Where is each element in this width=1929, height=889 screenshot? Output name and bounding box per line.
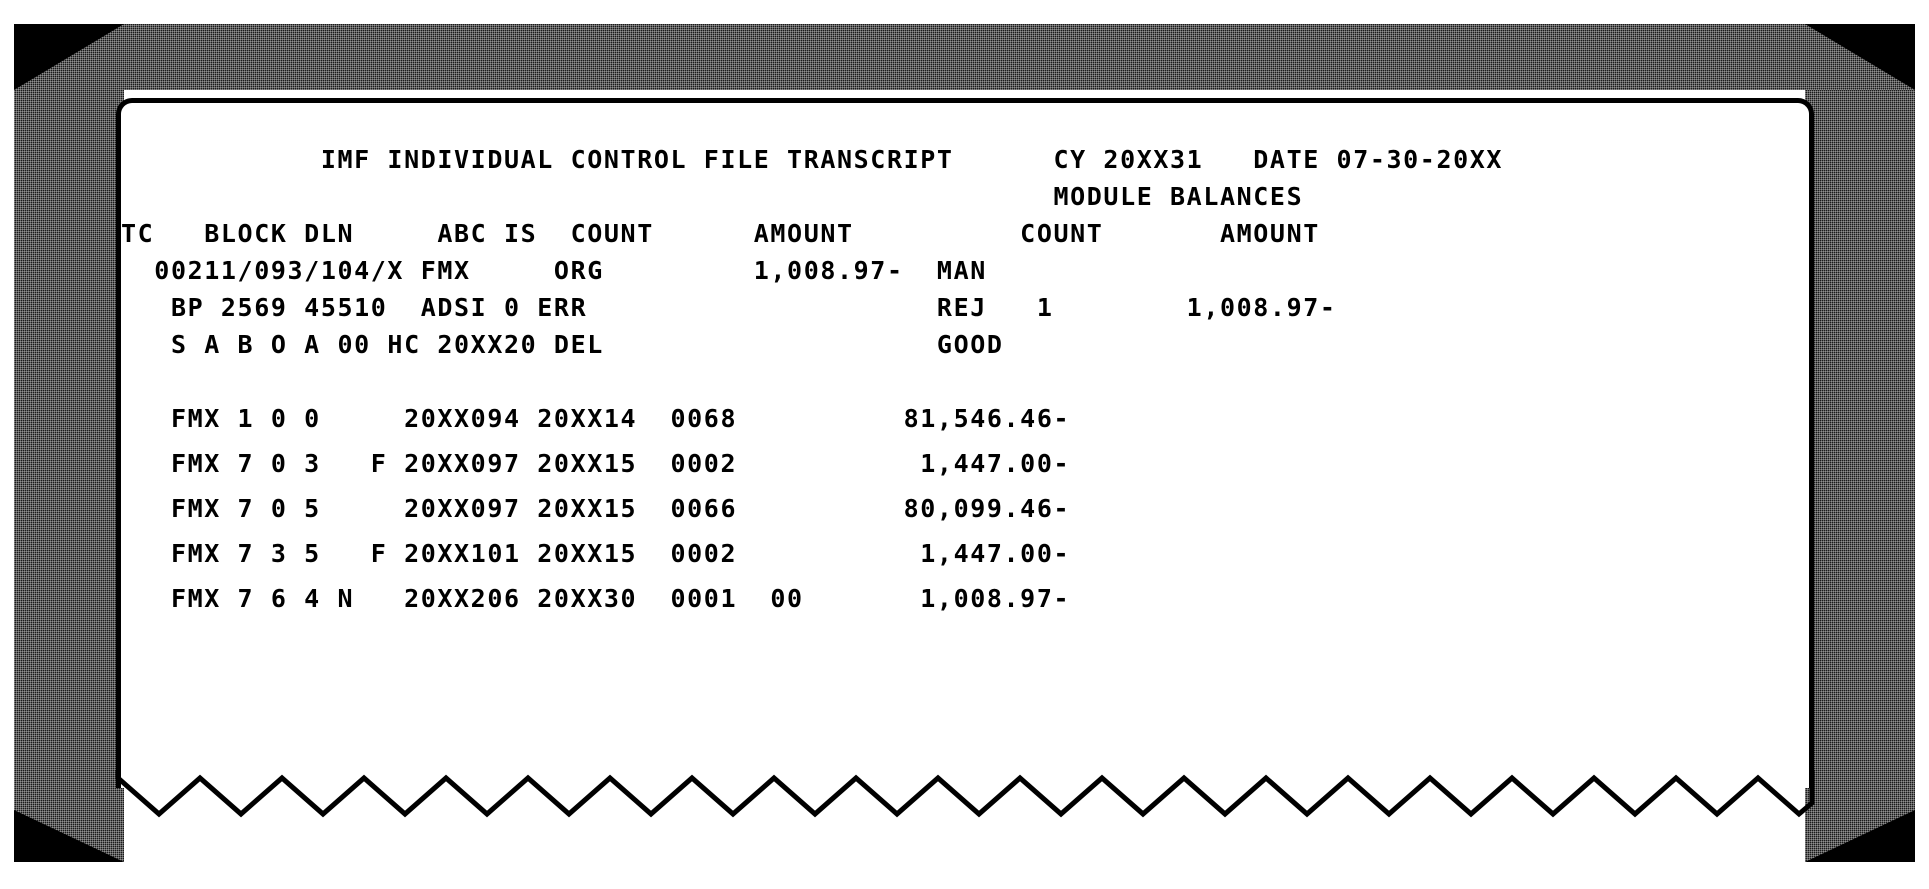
- bezel-top-rail: [14, 24, 1915, 90]
- detail-line-3: S A B O A 00 HC 20XX20 DEL GOOD: [121, 330, 1004, 359]
- column-headers-line: TC BLOCK DLN ABC IS COUNT AMOUNT COUNT AMOUNT: [121, 219, 1320, 248]
- transaction-row: FMX 7 6 4 N 20XX206 20XX30 0001 00 1,008.97-: [121, 584, 1071, 613]
- module-balances-heading-line: MODULE BALANCES: [121, 182, 1304, 211]
- transaction-row: FMX 7 0 5 20XX097 20XX15 0066 80,099.46-: [121, 494, 1071, 523]
- report-title-line: IMF INDIVIDUAL CONTROL FILE TRANSCRIPT CY 20XX31 DATE 07-30-20XX: [121, 145, 1504, 174]
- bezel-corner-top-right: [1805, 24, 1915, 90]
- transaction-row: FMX 1 0 0 20XX094 20XX14 0068 81,546.46-: [121, 404, 1071, 433]
- bezel-left-rail: [14, 24, 124, 862]
- report-paper: [116, 98, 1814, 788]
- detail-line-2: BP 2569 45510 ADSI 0 ERR REJ 1 1,008.97-: [121, 293, 1337, 322]
- bezel-corner-top-left: [14, 24, 124, 90]
- paper-perforated-edge: [113, 770, 1817, 832]
- transaction-row: FMX 7 3 5 F 20XX101 20XX15 0002 1,447.00-: [121, 539, 1071, 568]
- transaction-row: FMX 7 0 3 F 20XX097 20XX15 0002 1,447.00-: [121, 449, 1071, 478]
- detail-line-1: 00211/093/104/X FMX ORG 1,008.97- MAN: [121, 256, 987, 285]
- bezel-right-rail: [1805, 24, 1915, 862]
- bezel-corner-bottom-right: [1805, 810, 1915, 862]
- report-text: [121, 103, 1814, 788]
- bezel-corner-bottom-left: [14, 810, 124, 862]
